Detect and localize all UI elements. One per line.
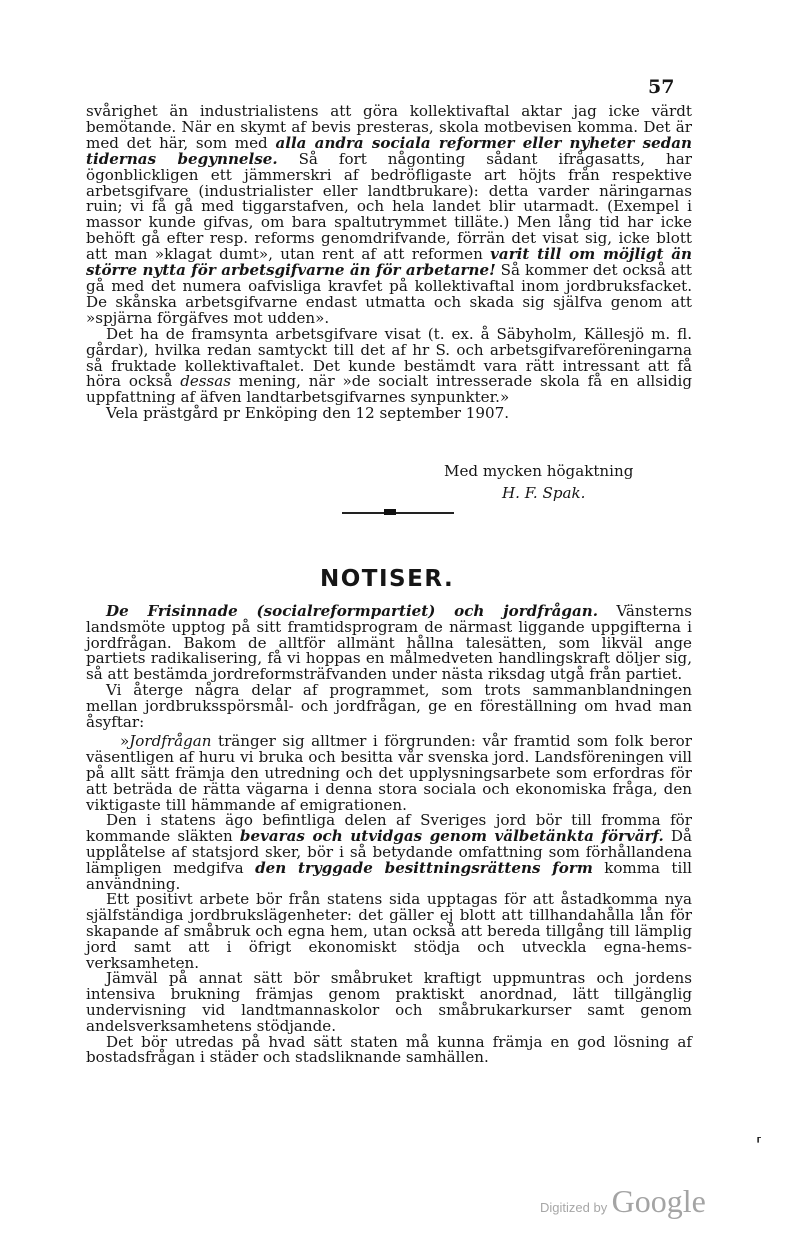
notice-paragraph-2: Vi återge några delar af programmet, som trots sammanblandningen mellan jordbruksspörsmål- och jordfrågan, ge en föreställning om hvad man åsyftar:: [86, 680, 692, 731]
closing-block: [444, 460, 633, 504]
place-date: Vela prästgård pr Enköping den 12 september 1907.: [106, 404, 509, 423]
program-paragraph-4: Jämväl på annat sätt bör småbruket kraftigt uppmuntras och jordens intensiva brukning främjas genom praktiskt anordnad, lätt tillgänglig undervisning vid landtmannaskolor och småbrukarkurser samt genom andelsverksamhetens stödjande.: [86, 969, 692, 1035]
section-divider: [342, 512, 454, 514]
google-logo: Google: [611, 1183, 706, 1219]
margin-mark: ⸢: [756, 1134, 763, 1153]
letter-continuation: [86, 104, 692, 422]
program-paragraph-5: Det bör utredas på hvad sätt staten må kunna främja en god lösning af bostadsfrågan i städer och stadsliknande samhällen.: [86, 1032, 692, 1067]
notiser-section: [86, 604, 692, 1066]
notice-paragraph-1: De Frisinnade (socialreformpartiet) och jordfrågan. Vänsterns landsmöte upptog på sitt framtidsprogram de närmast liggande uppgifterna i jordfrågan. Bakom de alltför allmänt hållna talesätten, som likväl ange partiets radikalisering, få vi hoppas en målmedveten handlingskraft döljer sig, så att bestämda jordreformsträfvanden under nästa riksdag utgå från partiet.: [86, 602, 692, 684]
section-heading: NOTISER.: [320, 566, 455, 592]
letter-paragraph-1: svårighet än industrialistens att göra kollektivaftal aktar jag icke värdt bemötande. När en skymt af bevis presteras, skola motbevisen komma. Det är med det här, som med alla andra sociala reformer eller nyheter sedan tidernas begynnelse. Så fort någonting sådant ifrågasatts, har ögonblickligen ett jämmerskri af bedröfligaste art höjts från respektive arbetsgifvare (industrialister eller landtbrukare): detta varder näringarnas ruin; vi få gå med tiggarstafven, och hela landet blir utarmadt. (Exempel i massor kunde gifvas, om bara spaltutrymmet tilläte.) Men lång tid har icke behöft gå efter resp. reforms genomdrifvande, förrän det visat sig, icke blott att man »klagat dumt», utan rent af att reformen varit till om möjligt än större nytta för arbetsgifvarne än för arbetarne! Så kommer det också att gå med det numera oafvisliga kravfet på kollektivaftal inom jordbruksfacket. De skånska arbetsgifvarne endast utmatta och skada sig själfva genom att »spjärna förgäfves mot udden».: [86, 102, 693, 327]
digitized-watermark: [540, 1183, 706, 1220]
watermark-prefix: Digitized by: [540, 1200, 608, 1215]
divider-ornament: [384, 509, 396, 515]
program-paragraph-1: »Jordfrågan tränger sig alltmer i förgrunden: vår framtid som folk beror väsentligen af huru vi bruka och besitta vår svenska jord. Landsföreningen vill på allt sätt främja den utredning och det upplysningsarbete som erfordras för att beträda de rätta vägarna i denna stora sociala och ekonomiska fråga, den viktigaste till hämmande af emigrationen.: [86, 732, 692, 814]
letter-paragraph-2: Det ha de framsynta arbetsgifvare visat (t. ex. å Säbyholm, Källesjö m. fl. gårdar), hvilka redan samtyckt till det af hr S. och arbetsgifvareföreningarna så fruktade kollektivaftalet. Det kunde bestämdt vara rätt intressant att få höra också dessas mening, när »de socialt intresserade skola få en allsidig uppfattning af äfven landtarbetsgifvarnes synpunkter.»: [86, 324, 692, 407]
program-paragraph-3: Ett positivt arbete bör från statens sida upptagas för att åstadkomma nya själfständiga jordbrukslägenheter: det gäller ej blott att tillhandahålla lån för skapande af småbruk och egna hem, utan också att bereda tillgång till lämplig jord samt att i öfrigt ekonomiskt stödja och utveckla egna-hems-verksamheten.: [86, 890, 692, 972]
closing-salutation: Med mycken högaktning: [444, 462, 634, 480]
page-number: 57: [648, 76, 675, 98]
program-paragraph-2: Den i statens ägo befintliga delen af Sveriges jord bör till fromma för kommande släkten bevaras och utvidgas genom välbetänkta förvärf. Då upplåtelse af statsjord sker, bör i så betydande omfattning som förhållandena lämpligen medgifva den tryggade besittningsrättens form komma till användning.: [86, 811, 692, 893]
notice-lede: De Frisinnade (socialreformpartiet) och jordfrågan.: [106, 602, 598, 620]
signature: H. F. Spak.: [502, 484, 586, 502]
